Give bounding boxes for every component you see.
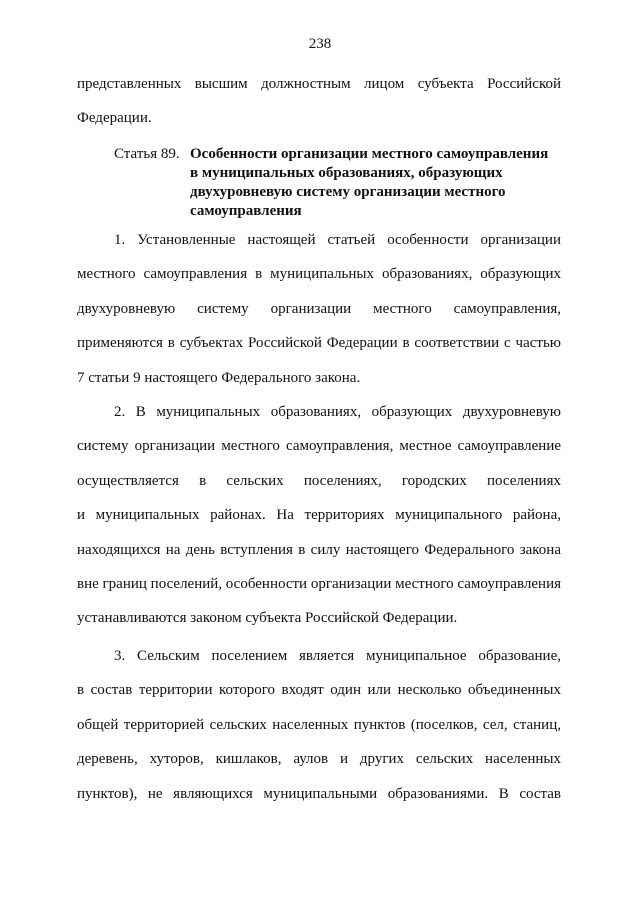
paragraph-3 xyxy=(77,639,561,811)
text-line: 2. В муниципальных образованиях, образующих двухуровневую xyxy=(114,404,561,420)
text-line: представленных высшим должностным лицом субъекта Российской xyxy=(77,76,561,92)
text-line: местного самоуправления в муниципальных образованиях, образующих xyxy=(77,266,561,283)
text-line: двухуровневую систему организации местного самоуправления, xyxy=(77,300,561,317)
article-number: Статья 89. xyxy=(114,146,180,162)
text-line: 7 статьи 9 настоящего Федерального закона. xyxy=(77,369,361,386)
text-line: устанавливаются законом субъекта Российской Федерации. xyxy=(77,610,458,627)
text-line: пунктов), не являющихся муниципальными образованиями. В состав xyxy=(77,785,561,802)
text-line: в состав территории которого входят один или несколько объединенных xyxy=(77,682,561,699)
article-title-line: двухуровневую систему организации местного xyxy=(190,184,506,200)
text-line: и муниципальных районах. На территориях муниципального района, xyxy=(77,507,561,524)
paragraph-2 xyxy=(77,395,561,636)
text-line: находящихся на день вступления в силу настоящего Федерального закона xyxy=(77,541,561,558)
text-line: систему организации местного самоуправления, местное самоуправление xyxy=(77,438,561,455)
page-number: 238 xyxy=(308,36,332,52)
intro-text xyxy=(77,67,561,136)
paragraph-1 xyxy=(77,223,561,395)
article-title-line: самоуправления xyxy=(190,203,302,219)
text-line: общей территорией сельских населенных пунктов (поселков, сел, станиц, xyxy=(77,716,561,733)
article-title-line: в муниципальных образованиях, образующих xyxy=(190,165,503,181)
text-line: 1. Установленные настоящей статьей особенности организации xyxy=(114,232,561,248)
text-line: вне границ поселений, особенности организации местного самоуправления xyxy=(77,575,561,592)
article-title xyxy=(190,145,574,221)
text-line: деревень, хуторов, кишлаков, аулов и других сельских населенных xyxy=(77,751,561,768)
text-line: применяются в субъектах Российской Федерации в соответствии с частью xyxy=(77,335,561,352)
text-line: Федерации. xyxy=(77,110,152,127)
article-title-line: Особенности организации местного самоуправления xyxy=(190,146,549,162)
text-line: осуществляется в сельских поселениях, городских поселениях xyxy=(77,472,561,489)
text-line: 3. Сельским поселением является муниципальное образование, xyxy=(114,648,561,664)
